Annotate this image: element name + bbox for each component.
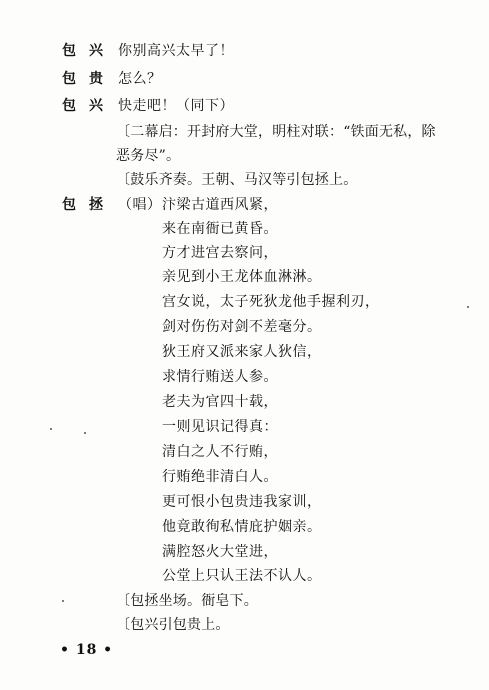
song-cue: （唱）	[118, 197, 162, 213]
song-line: 方才进宫去察问，	[162, 245, 278, 261]
scan-speck	[467, 306, 469, 308]
song-line: 宫女说，太子死狄龙他手握利刃，	[162, 294, 380, 310]
song-line: 满腔怒火大堂进，	[162, 544, 278, 560]
speaker-label: 包拯	[62, 197, 116, 213]
song-line: 来在南衙已黄昏。	[162, 221, 278, 237]
dialogue-line: 你别高兴太早了！	[118, 43, 234, 59]
song-line: 求情行贿送人参。	[162, 369, 278, 385]
song-line: 剑对伤伤对剑不差毫分。	[162, 319, 322, 335]
song-line: 亲见到小王龙体血淋淋。	[162, 269, 322, 285]
speaker-label: 包贵	[62, 71, 116, 87]
speaker-label: 包兴	[62, 98, 116, 114]
speaker-label: 包兴	[62, 43, 116, 59]
song-line: 公堂上只认王法不认人。	[162, 568, 322, 584]
scan-speck	[62, 600, 64, 602]
song-line: 汴梁古道西风紧，	[162, 197, 278, 213]
stage-direction: 〔二幕启：开封府大堂，明柱对联：“铁面无私，除	[116, 124, 436, 140]
stage-direction: 〔包兴引包贵上。	[116, 617, 230, 633]
stage-direction: 〔包拯坐场。衙皂下。	[116, 593, 258, 609]
stage-direction: 〔鼓乐齐奏。王朝、马汉等引包拯上。	[116, 172, 358, 188]
song-line: 一则见识记得真：	[162, 419, 278, 435]
song-line: 狄王府又派来家人狄信，	[162, 344, 322, 360]
page-number: • 18 •	[60, 642, 114, 658]
scan-speck	[84, 432, 86, 434]
scan-speck	[50, 428, 52, 430]
dialogue-line: 怎么？	[118, 71, 162, 87]
song-line: 更可恨小包贵违我家训，	[162, 494, 322, 510]
dialogue-line: 快走吧！（同下）	[118, 98, 234, 114]
song-line: 清白之人不行贿，	[162, 444, 278, 460]
song-line: 他竟敢徇私情庇护姻亲。	[162, 519, 322, 535]
song-line: 老夫为官四十载，	[162, 394, 278, 410]
song-line: 行贿绝非清白人。	[162, 469, 278, 485]
stage-direction: 恶务尽”。	[116, 148, 181, 164]
